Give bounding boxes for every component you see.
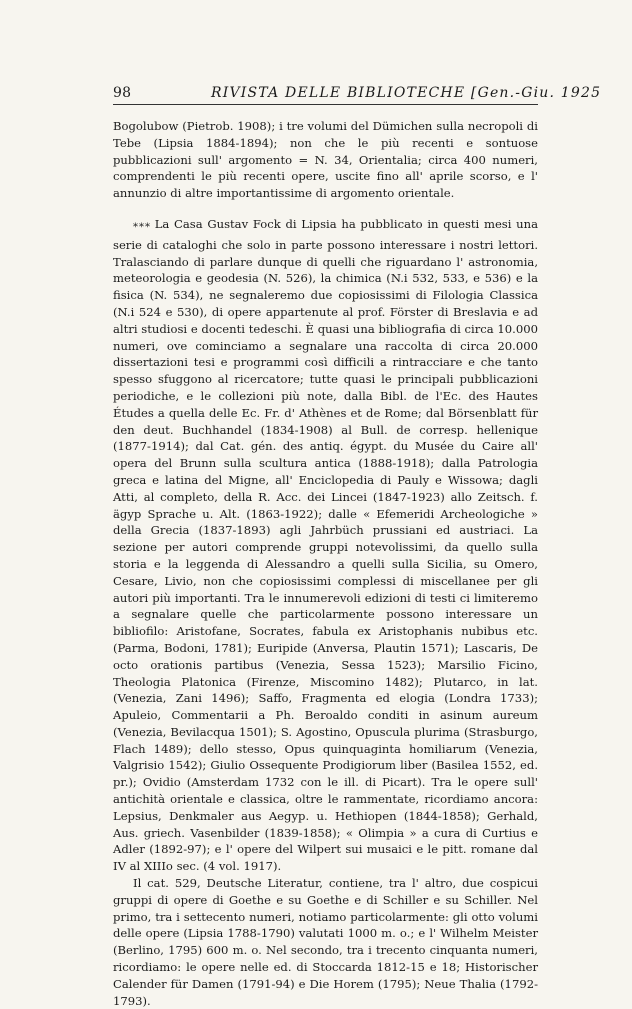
asterism: * * * [133, 221, 150, 233]
paragraph-intro: Bogolubow (Pietrob. 1908); i tre volumi del Dümichen sulla necropoli di Tebe (Lipsia 1884-1894); non che le più recenti e sontuose pubblicazioni sull' argomento = N. 34, Orientalia; circa 400 numeri, comprendenti le più recenti opere, uscite fino all' aprile scorso, e l' annunzio di altre importantissime di argomento orientale. [113, 119, 538, 201]
header-rule [113, 104, 538, 105]
paragraph-deutsche-literatur: Il cat. 529, Deutsche Literatur, contiene, tra l' altro, due cospicui gruppi di opere di Goethe e su Goethe e di Schiller e su Schiller. Nel primo, tra i settecento numeri, notiamo particolarmente: gli otto volumi delle opere (Lipsia 1788-1790) valutati 1000 m. o.; e l' Wilhelm Meister (Berlino, 1795) 600 m. o. Nel secondo, tra i trecento cinquanta numeri, ricordiamo: le opere nelle ed. di Stoccarda 1812-15 e 18; Historischer Calender für Damen (1791-94) e Die Horem (1795); Neue Thalia (1792-1793). [113, 876, 538, 1008]
page-number: 98 [113, 85, 132, 101]
running-title: RIVISTA DELLE BIBLIOTECHE [Gen.-Giu. 1925 [211, 85, 602, 101]
paragraph-fock-catalogues [113, 216, 538, 875]
paragraph-fock-text: La Casa Gustav Fock di Lipsia ha pubblicato in questi mesi una serie di cataloghi che solo in parte possono interessare i nostri lettori. Tralasciando di parlare dunque di quelli che riguardano l' astronomia, meteorologia e geodesia (N. 526), la chimica (N.i 532, 533, e 536) e la fisica (N. 534), ne segnaleremo due copiosissimi di Filologia Classica (N.i 524 e 530), di opere appartenute al prof. Förster di Breslavia e ad altri studiosi e docenti tedeschi. È quasi una bibliografia di circa 10.000 numeri, ove cominciamo a segnalare una raccolta di circa 20.000 dissertazioni tesi e programmi così difficili a rintracciare e che tanto spesso sfuggono al ricercatore; tutte quasi le principali pubblicazioni periodiche, e le collezioni più note, dalla Bibl. de l'Ec. des Hautes Études a quella delle Ec. Fr. d' Athènes et de Rome; dal Börsenblatt für den deut. Buchhandel (1834-1908) al Bull. de corresp. hellenique (1877-1914); dal Cat. gén. des antiq. égypt. du Musée du Caire all' opera del Brunn sulla scultura antica (1888-1918); dalla Patrologia greca e latina del Migne, all' Enciclopedia di Pauly e Wissowa; dagli Atti, al completo, della R. Acc. dei Lincei (1847-1923) allo Zeitsch. f. ägyp Sprache u. Alt. (1863-1922); dalle « Efemeridi Archeologiche » della Grecia (1837-1893) agli Jahrbüch prussiani ed austriaci. La sezione per autori comprende gruppi notevolissimi, da quello sulla storia e la leggenda di Alessandro a quelli sulla Sicilia, su Omero, Cesare, Livio, non che copiosissimi complessi di miscellanee per gli autori più importanti. Tra le innumerevoli edizioni di testi ci limiteremo a segnalare quelle che particolarmente possono interessare un bibliofilo: Aristofane, Socrates, fabula ex Aristophanis nubibus etc. (Parma, Bodoni, 1781); Euripide (Anversa, Plautin 1571); Lascaris, De octo orationis partibus (Venezia, Sessa 1523); Marsilio Ficino, Theologia Platonica (Firenze, Miscomino 1482); Plutarco, in lat. (Venezia, Zani 1496); Saffo, Fragmenta ed elogia (Londra 1733); Apuleio, Commentarii a Ph. Beroaldo conditi in asinum aureum (Venezia, Bevilacqua 1501); S. Agostino, Opuscula plurima (Strasburgo, Flach 1489); dello stesso, Opus quinquaginta homiliarum (Venezia, Valgrisio 1542); Giulio Ossequente Prodigiorum liber (Basilea 1552, ed. pr.); Ovidio (Amsterdam 1732 con le ill. di Picart). Tra le opere sull' antichità orientale e classica, oltre le rammentate, ricordiamo ancora: Lepsius, Denkmaler aus Aegyp. u. Hethiopen (1844-1858); Gerhald, Aus. griech. Vasenbilder (1839-1858); « Olimpia » a cura di Curtius e Adler (1892-97); e l' opere del Wilpert sui musaici e le pitt. romane dal IV al XIIIo sec. (4 vol. 1917). [113, 216, 539, 874]
article-body [113, 118, 538, 1009]
